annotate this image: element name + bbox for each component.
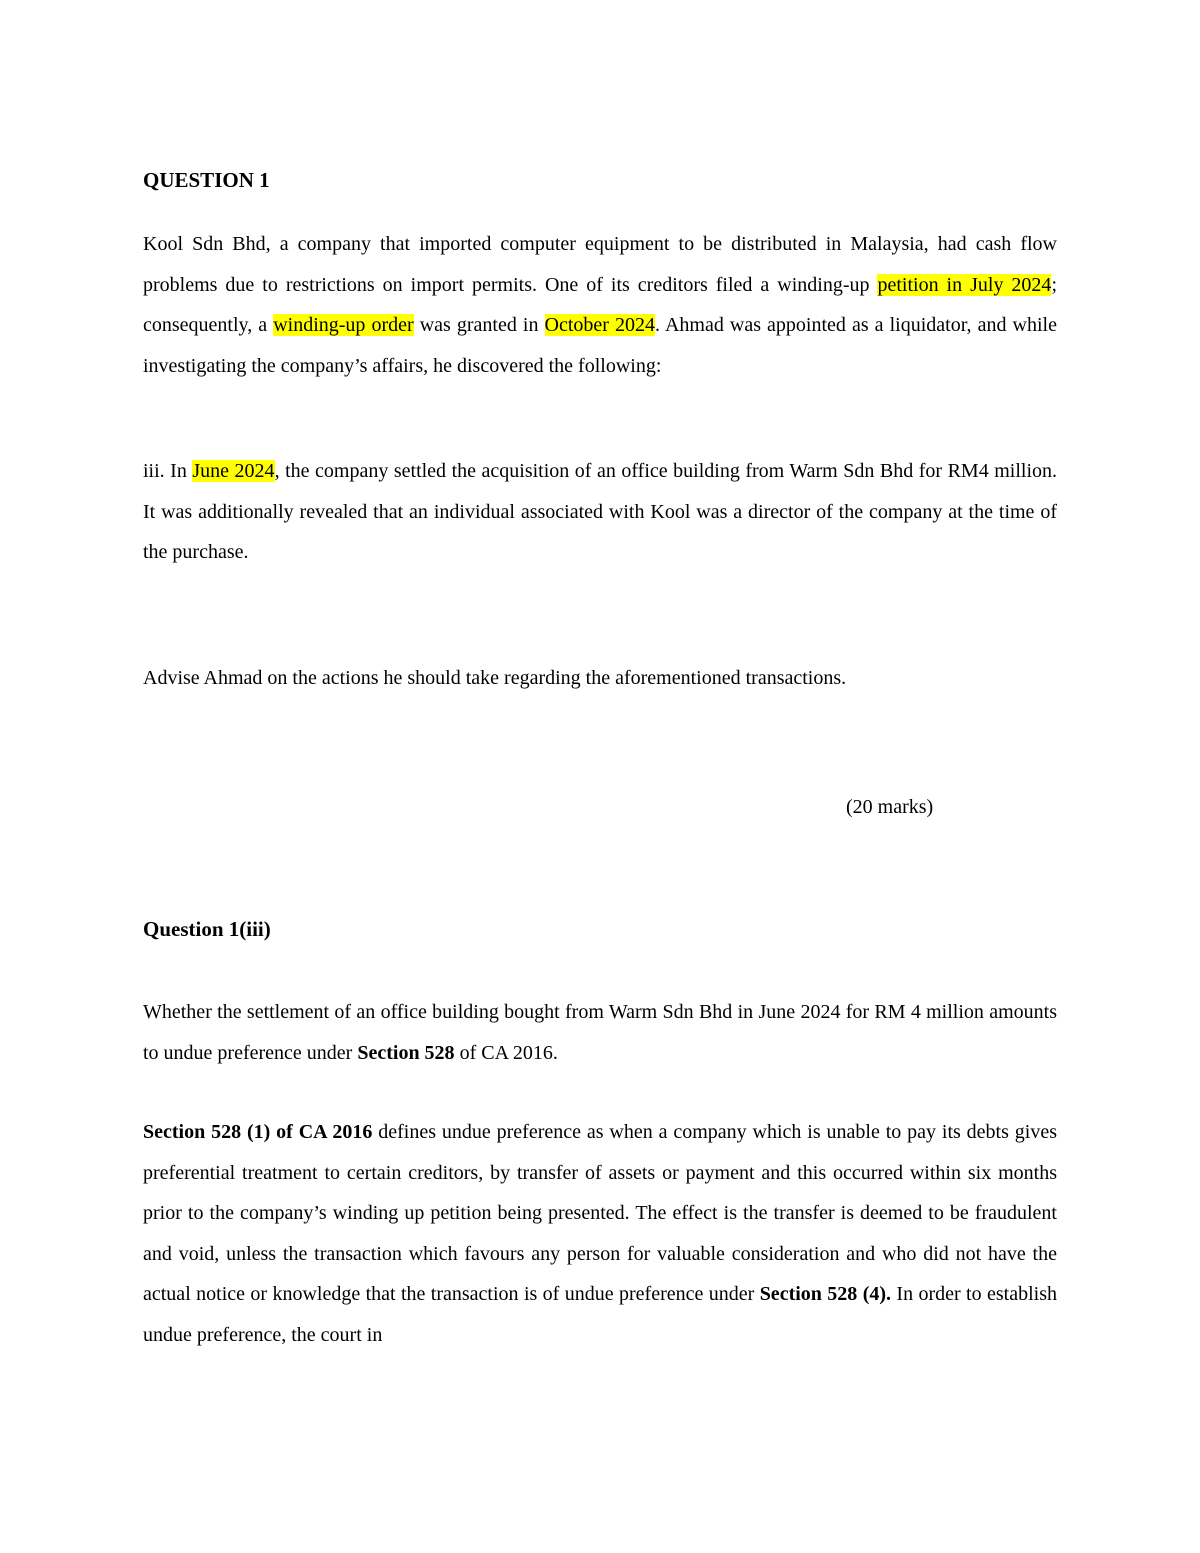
marks-label: (20 marks) [846,796,934,818]
item-iii-text-2: , the company settled the acquisition of an office building from Warm Sdn Bhd for RM4 million. It was additionally revealed that an individual associated with Kool was a director of the company at the time of the purchase. [143,460,1057,563]
intro-text-3: was granted in [413,314,545,336]
question-intro-paragraph [143,224,1057,386]
highlight-winding-up-order: winding-up order [273,314,414,336]
law-section-ref-1: Section 528 (1) of CA 2016 [143,1121,373,1143]
issue-text-2: of CA 2016. [454,1041,558,1064]
law-text-2: In order to establish undue preference, the court in [143,1283,1057,1346]
instruction-text: Advise Ahmad on the actions he should take regarding the aforementioned transactions. [143,667,847,689]
highlight-order-date: October 2024 [544,314,655,336]
law-paragraph [143,1112,1057,1355]
intro-text-2: ; consequently, a [143,273,1057,336]
intro-text-4: . Ahmad was appointed as a liquidator, and while investigating the company’s affairs, he discovered the following: [143,314,1057,377]
question-heading: QUESTION 1 [143,168,270,192]
law-text-1: defines undue preference as when a company which is unable to pay its debts gives preferential treatment to certain creditors, by transfer of assets or payment and this occurred within six months prior to the company’s winding up petition being presented. The effect is the transfer is deemed to be fraudulent and void, unless the transaction which favours any person for valuable consideration and who did not have the actual notice or knowledge that the transaction is of undue preference under [143,1121,1057,1305]
item-iii-text-1: iii. In [143,460,193,482]
highlight-petition-date: petition in July 2024 [877,273,1052,296]
answer-heading: Question 1(iii) [143,917,271,941]
highlight-settlement-date: June 2024 [192,460,275,482]
issue-text-1: Whether the settlement of an office building bought from Warm Sdn Bhd in June 2024 for RM 4 million amounts to undue preference under [143,1001,1057,1064]
item-iii-paragraph [143,451,1057,573]
intro-text-1: Kool Sdn Bhd, a company that imported computer equipment to be distributed in Malaysia, had cash flow problems due to restrictions on import permits. One of its creditors filed a winding-up [143,233,1057,296]
issue-section-ref: Section 528 [357,1041,455,1064]
issue-paragraph [143,992,1057,1073]
law-section-ref-2: Section 528 (4). [759,1283,892,1305]
